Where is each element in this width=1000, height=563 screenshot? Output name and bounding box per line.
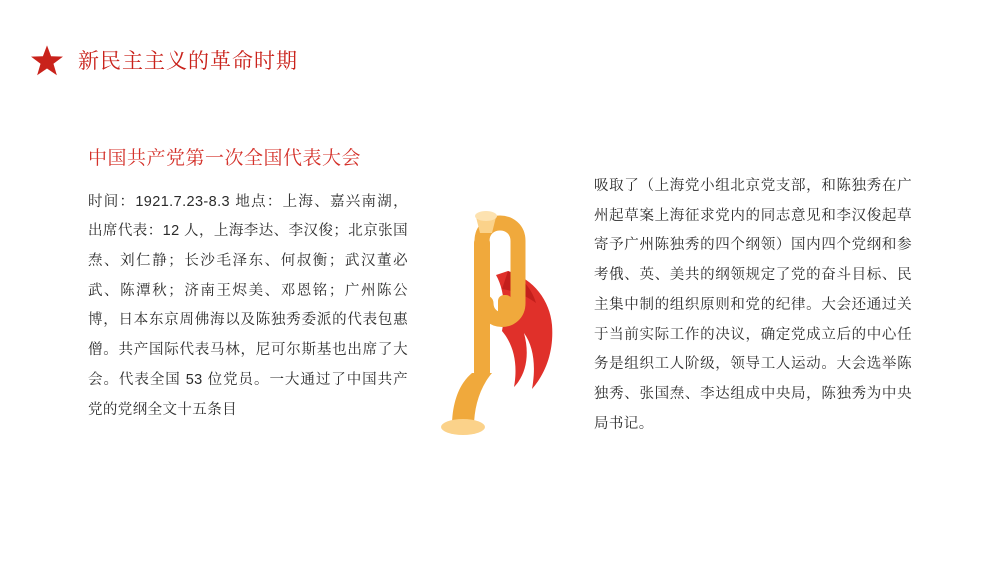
right-text-column — [594, 172, 912, 439]
slide-header — [30, 44, 298, 78]
left-text-column — [88, 145, 408, 425]
right-paragraph: 吸取了（上海党小组北京党支部，和陈独秀在广州起草案上海征求党内的同志意见和李汉俊起草寄予广州陈独秀的四个纲领）国内四个党纲和参考俄、英、美共的纲领规定了党的奋斗目标、民主集中制的组织原则和党的纪律。大会还通过关于当前实际工作的决议，确定党成立后的中心任务是组织工人阶级，领导工人运动。大会选举陈独秀、张国焘、李达组成中央局，陈独秀为中央局书记。 — [594, 178, 912, 432]
trumpet-with-red-flag-illustration — [400, 175, 610, 445]
left-paragraph: 时间：1921.7.23-8.3 地点：上海、嘉兴南湖，出席代表：12 人，上海李达、李汉俊；北京张国焘、刘仁静；长沙毛泽东、何叔衡；武汉董必武、陈潭秋；济南王烬美、邓恩铭；广州陈公博，日本东京周佛海以及陈独秀委派的代表包惠僧。共产国际代表马林，尼可尔斯基也出席了大会。代表全国 53 位党员。一大通过了中国共产党的党纲全文十五条目 — [88, 193, 408, 418]
page-title: 新民主主义的革命时期 — [78, 49, 298, 73]
section-heading: 中国共产党第一次全国代表大会 — [88, 148, 362, 169]
red-star-icon — [30, 44, 64, 78]
